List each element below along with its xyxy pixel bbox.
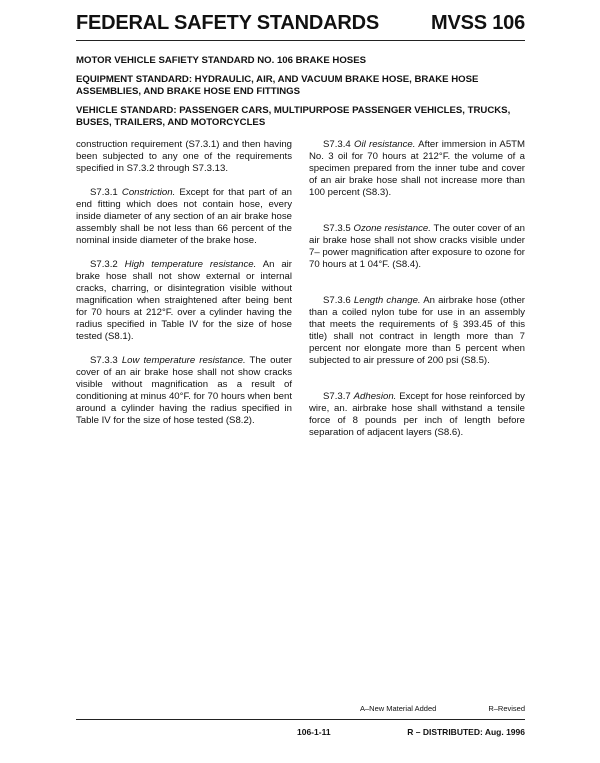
section-text: An airbrake hose (other than a coiled nylon tube for use in an assembly that meets the requirements of § 393.45 of this title) shall not contract in length more than 7 percent nor elongate more than 5 percent when subjected to air pressure of 200 psi (S8.5). [309,295,525,366]
right-column [309,139,525,451]
section-title: High temperature resistance. [124,259,257,270]
legend-new: A–New Material Added [360,704,437,713]
section-number: S7.3.1 [90,187,118,198]
distribution-date: R – DISTRIBUTED: Aug. 1996 [407,727,525,737]
section-number: S7.3.3 [90,355,118,366]
section-title: Adhesion. [353,391,397,402]
section-text: The outer cover of an air brake hose shall not show cracks visible under 7– power magnification after exposure to ozone for 70 hours at 1 04°F. (S8.4). [309,223,525,270]
vehicle-heading: VEHICLE STANDARD: PASSENGER CARS, MULTIPURPOSE PASSENGER VEHICLES, TRUCKS, BUSES, TRAILERS, AND MOTORCYCLES [76,105,511,128]
standard-headings [76,55,525,136]
section-number: S7.3.6 [323,295,351,306]
section-number: S7.3.7 [323,391,351,402]
paragraph-s7-3-1 [76,187,292,247]
section-number: S7.3.4 [323,139,351,150]
page-number: 106-1-11 [297,727,331,737]
header-code: MVSS 106 [430,12,525,34]
section-number: S7.3.2 [90,259,118,270]
left-column [76,139,292,439]
section-text: The outer cover of an air brake hose shall not show cracks visible without magnification as a result of conditioning at minus 40°F. for 70 hours when bent around a cylinder having the radius specified in Table IV for the size of hose tested (S8.2). [76,355,292,426]
paragraph-s7-3-4 [309,139,525,199]
section-title: Ozone resistance. [353,223,431,234]
section-title: Oil resistance. [354,139,416,150]
section-text: After immersion in A5TM No. 3 oil for 70 hours at 212°F. the volume of a specimen prepared from the inner tube and cover of an air brake hose shall not increase more than 100 percent (S8.3). [309,139,526,198]
paragraph-s7-3-5 [309,223,525,271]
section-title: Length change. [353,295,421,306]
section-title: Low temperature resistance. [121,355,246,366]
header-title: FEDERAL SAFETY STANDARDS [76,12,380,34]
section-text: Except for that part of an end fitting which does not contain hose, every inside diameter of any section of an air brake hose assembly shall be not less than 66 percent of the nominal inside diameter of the brake hose. [76,187,292,246]
section-number: S7.3.5 [323,223,351,234]
page-header [76,12,525,35]
paragraph-s7-3-7 [309,391,525,439]
header-rule [76,40,525,41]
paragraph-s7-3-2 [76,259,292,343]
revision-legend [360,704,525,713]
section-title: Constriction. [121,187,176,198]
paragraph-continuation: construction requirement (S7.3.1) and then having been subjected to any one of the requirements specified in S7.3.2 through S7.3.13. [76,139,292,174]
paragraph-s7-3-3 [76,355,292,427]
section-text: Except for hose reinforced by wire, an. airbrake hose shall withstand a tensile force of 8 pounds per inch of length before separation of adjacent layers (S8.6). [309,391,525,438]
paragraph-s7-3-6 [309,295,525,367]
legend-revised: R–Revised [488,704,525,713]
section-text: An air brake hose shall not show external or internal cracks, charring, or disintegration visible without magnification when straightened after being bent for 70 hours at 212°F. over a cylinder having the radius specified in Table IV for the size of hose tested (S8.1). [76,259,292,342]
standard-heading: MOTOR VEHICLE SAFIETY STANDARD NO. 106 BRAKE HOSES [76,55,366,66]
equipment-heading: EQUIPMENT STANDARD: HYDRAULIC, AIR, AND VACUUM BRAKE HOSE, BRAKE HOSE ASSEMBLIES, AND BRAKE HOSE END FITTINGS [76,74,479,97]
footer-rule [76,719,525,720]
